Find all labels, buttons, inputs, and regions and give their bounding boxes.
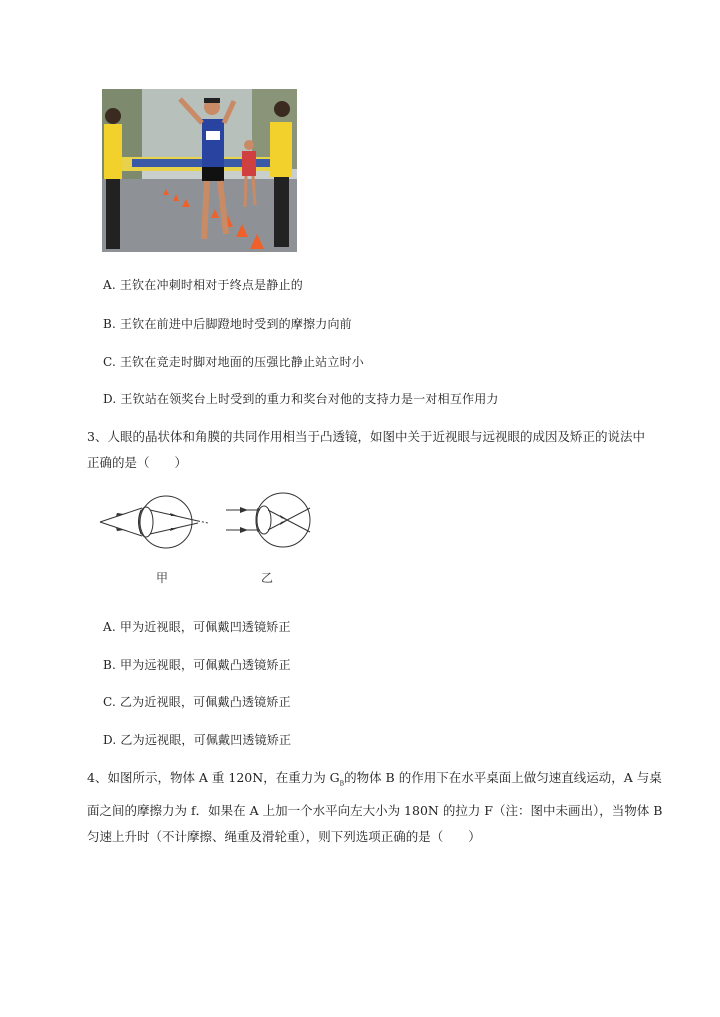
- q3-option-d: D. 乙为远视眼，可佩戴凹透镜矫正: [103, 733, 292, 747]
- q4-stem: [87, 765, 663, 850]
- label-jia: 甲: [156, 571, 169, 585]
- q4-line1-subscript: B: [339, 780, 345, 788]
- eye-diagram-jia: [100, 496, 208, 548]
- q3-stem-line2: 正确的是（ ）: [87, 455, 188, 470]
- q3-option-a: A. 甲为近视眼，可佩戴凹透镜矫正: [103, 620, 291, 634]
- q4-stem-line2: 面之间的摩擦力为 f．如果在 A 上加一个水平向左大小为 180N 的拉力 F（注：图中未画出），当物体 B: [87, 802, 663, 818]
- eye-diagrams: [98, 488, 318, 588]
- race-walker-photo: [102, 89, 297, 252]
- eye-diagram-yi: [226, 493, 310, 547]
- q4-line1-part2: 的物体 B 的作用下在水平桌面上做匀速直线运动，A 与桌: [344, 770, 662, 785]
- q4-line1-part1: 4、如图所示，物体 A 重 120N，在重力为 G: [87, 770, 340, 785]
- q2-option-a: A. 王钦在冲刺时相对于终点是静止的: [103, 278, 303, 292]
- label-yi: 乙: [261, 571, 274, 585]
- q3-option-c: C. 乙为近视眼，可佩戴凸透镜矫正: [103, 695, 291, 709]
- q2-option-b: B. 王钦在前进中后脚蹬地时受到的摩擦力向前: [103, 317, 352, 331]
- q4-stem-line1: [87, 765, 662, 798]
- q3-stem: [87, 424, 647, 476]
- q3-option-b: B. 甲为远视眼，可佩戴凸透镜矫正: [103, 658, 291, 672]
- q4-stem-line3: 匀速上升时（不计摩擦、绳重及滑轮重），则下列选项正确的是（ ）: [87, 828, 481, 844]
- q2-option-c: C. 王钦在竞走时脚对地面的压强比静止站立时小: [103, 355, 364, 369]
- q2-option-d: D. 王钦站在领奖台上时受到的重力和奖台对他的支持力是一对相互作用力: [103, 392, 499, 406]
- q3-stem-line1: 3、人眼的晶状体和角膜的共同作用相当于凸透镜，如图中关于近视眼与远视眼的成因及矫正的说法中: [87, 429, 645, 444]
